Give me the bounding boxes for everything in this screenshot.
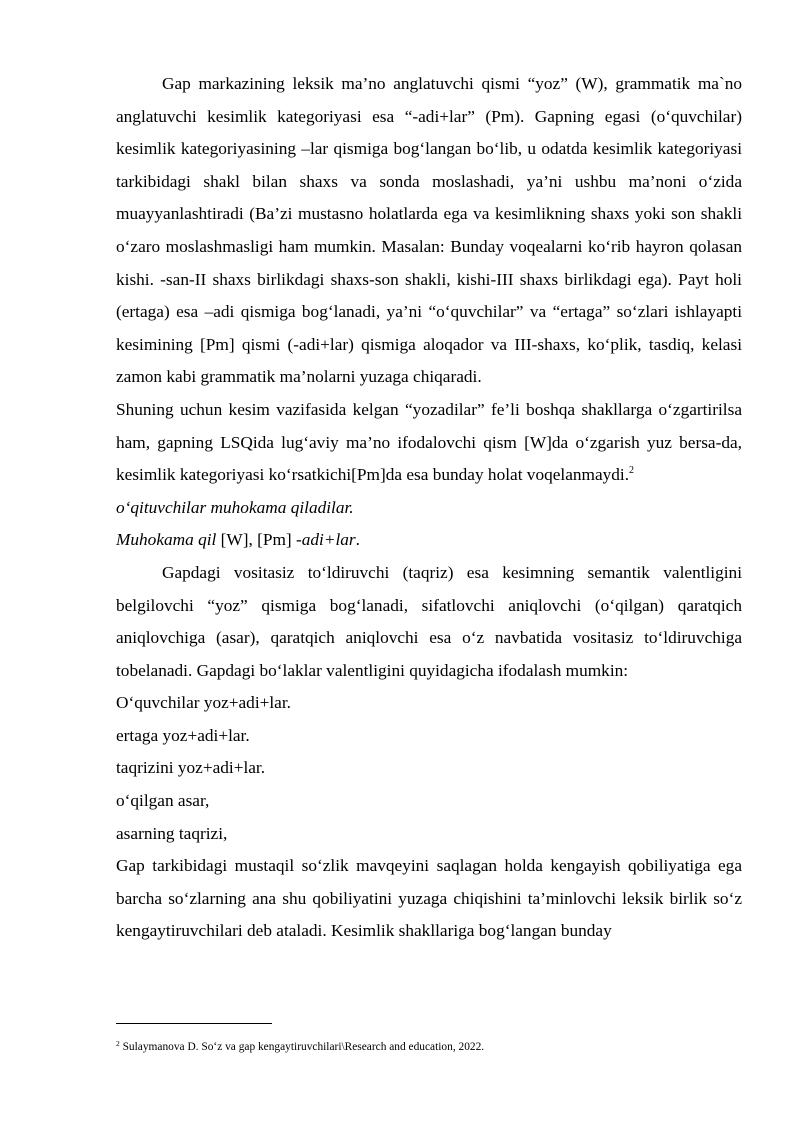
example-analysis-tags: [W], [Pm]	[216, 530, 296, 550]
paragraph-3: Gapdagi vositasiz to‘ldiruvchi (taqriz) esa kesimning semantik valentligini belgilovchi “yoz” qismiga bog‘lanadi, sifatlovchi aniqlovchi (o‘qilgan) qaratqich aniqlovchiga (asar), qaratqich aniqlovchi esa o‘z navbatida vositasiz to‘ldiruvchiga tobelanadi. Gapdagi bo‘laklar valentligini quyidagicha ifodalash mumkin:	[116, 562, 742, 680]
paragraph-2-text: Shuning uchun kesim vazifasida kelgan “yozadilar” fe’li boshqa shakllarga o‘zgartirilsa ham, gapning LSQida lug‘aviy ma’no ifodalovchi qism [W]da o‘zgarish yuz bersa-da, kesimlik kategoriyasi ko‘rsatkichi[Pm]da esa bunday holat voqelanmaydi.	[116, 399, 742, 485]
paragraph-4: Gap tarkibidagi mustaqil so‘zlik mavqeyini saqlagan holda kengayish qobiliyatiga ega barcha so‘zlarning ana shu qobiliyatini yuzaga chiqishini ta’minlovchi leksik birlik so‘z kengaytiruvchilari deb ataladi. Kesimlik shakllariga bog‘langan bunday	[116, 856, 742, 941]
valency-line: taqrizini yoz+adi+lar.	[116, 758, 266, 778]
example-analysis	[116, 524, 742, 557]
footnote-number: 2	[116, 1039, 120, 1048]
footnote-separator	[116, 1023, 272, 1024]
valency-line: ertaga yoz+adi+lar.	[116, 725, 250, 745]
footnote-text: Sulaymanova D. So‘z va gap kengaytiruvchilari\Research and education, 2022.	[119, 1041, 485, 1053]
example-analysis-end: .	[355, 530, 360, 550]
footnote	[116, 1040, 742, 1054]
footnote-reference[interactable]: 2	[629, 465, 635, 477]
valency-line: asarning taqrizi,	[116, 823, 228, 843]
paragraph-1: Gap markazining leksik ma’no anglatuvchi qismi “yoz” (W), grammatik ma`no anglatuvchi kesimlik kategoriyasi esa “-adi+lar” (Pm). Gapning egasi (o‘quvchilar) kesimlik kategoriyasining –lar qismiga bog‘langan bo‘lib, u odatda kesimlik kategoriyasi tarkibidagi shakl bilan shaxs va sonda moslashadi, ya’ni ushbu ma’noni o‘zida muayyanlashtiradi (Ba’zi mustasno holatlarda ega va kesimlikning shaxs yoki son shakli o‘zaro moslashmasligi ham mumkin. Masalan: Bunday voqealarni ko‘rib hayron qolasan kishi. -san-II shaxs birlikdagi shaxs-son shakli, kishi-III shaxs birlikdagi ega). Payt holi (ertaga) esa –adi qismiga bog‘lanadi, ya’ni “o‘quvchilar” va “ertaga” so‘zlari ishlayapti kesimining [Pm] qismi (-adi+lar) qismiga aloqador va III-shaxs, ko‘plik, tasdiq, kelasi zamon kabi grammatik ma’nolarni yuzaga chiqaradi.	[116, 74, 742, 387]
valency-line: O‘quvchilar yoz+adi+lar.	[116, 693, 291, 713]
paragraph-2	[116, 394, 742, 492]
body-text	[116, 68, 742, 948]
valency-line: o‘qilgan asar,	[116, 791, 210, 811]
example-analysis-word: Muhokama qil	[116, 530, 217, 550]
example-analysis-suffix: -adi+lar	[295, 530, 356, 550]
example-sentence: o‘qituvchilar muhokama qiladilar.	[116, 497, 354, 517]
